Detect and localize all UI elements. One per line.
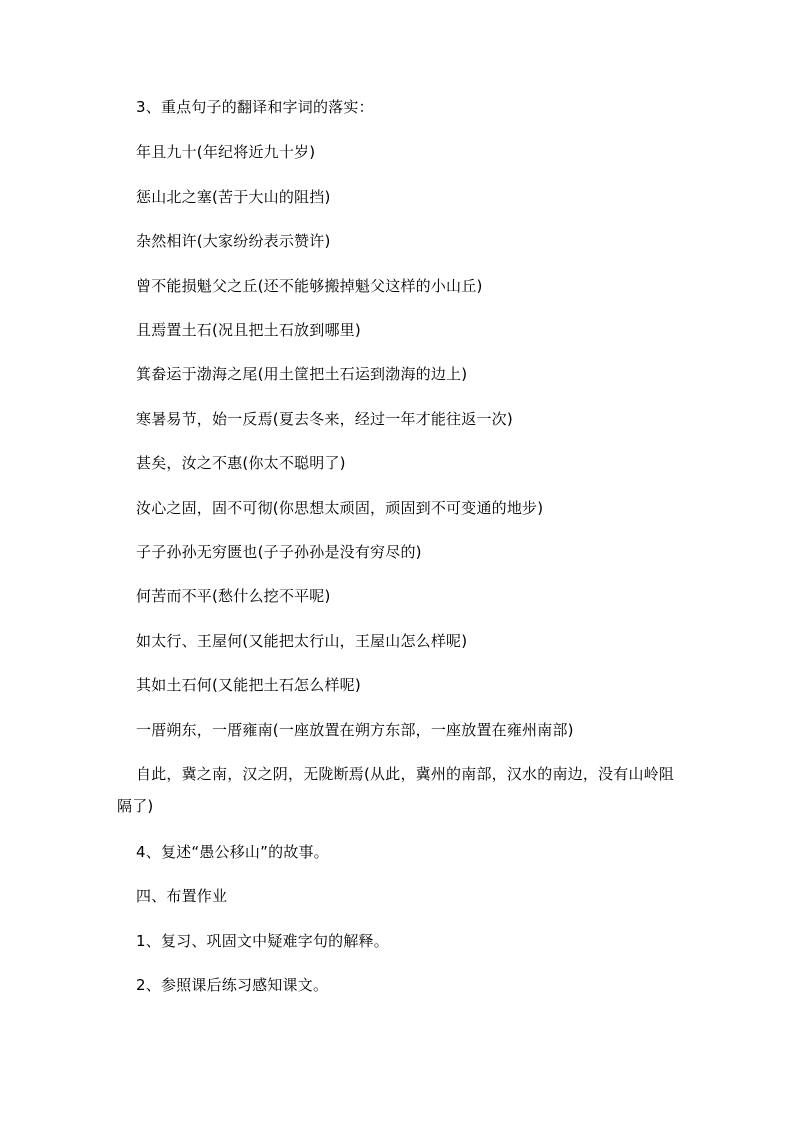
sentence-line: 且焉置土石(况且把土石放到哪里) bbox=[136, 321, 361, 339]
sentence-line: 年且九十(年纪将近九十岁) bbox=[136, 143, 316, 161]
sentence-line: 子子孙孙无穷匮也(子子孙孙是没有穷尽的) bbox=[136, 543, 422, 561]
section-heading-homework: 四、布置作业 bbox=[136, 887, 228, 905]
section-heading-3: 3、重点句子的翻译和字词的落实： bbox=[136, 98, 374, 116]
sentence-line: 惩山北之塞(苦于大山的阻挡) bbox=[136, 188, 331, 206]
sentence-line: 一厝朔东，一厝雍南(一座放置在朔方东部，一座放置在雍州南部) bbox=[136, 721, 574, 739]
sentence-line: 甚矣，汝之不惠(你太不聪明了) bbox=[136, 454, 346, 472]
homework-item: 1、复习、巩固文中疑难字句的解释。 bbox=[136, 932, 389, 950]
sentence-line: 杂然相许(大家纷纷表示赞许) bbox=[136, 232, 331, 250]
sentence-line: 何苦而不平(愁什么挖不平呢) bbox=[136, 587, 331, 605]
sentence-line: 汝心之固，固不可彻(你思想太顽固，顽固到不可变通的地步) bbox=[136, 499, 544, 517]
sentence-paragraph: 自此，冀之南，汉之阴，无陇断焉(从此，冀州的南部，汉水的南边，没有山岭阻隔了) bbox=[117, 765, 675, 815]
homework-item: 2、参照课后练习感知课文。 bbox=[136, 976, 329, 994]
sentence-line: 箕畚运于渤海之尾(用土筐把土石运到渤海的边上) bbox=[136, 365, 468, 383]
item-4: 4、复述“愚公移山”的故事。 bbox=[136, 843, 329, 861]
sentence-line: 其如土石何(又能把土石怎么样呢) bbox=[136, 676, 361, 694]
sentence-line: 如太行、王屋何(又能把太行山，王屋山怎么样呢) bbox=[136, 632, 468, 650]
sentence-line: 寒暑易节，始一反焉(夏去冬来，经过一年才能往返一次) bbox=[136, 410, 513, 428]
sentence-line: 曾不能损魁父之丘(还不能够搬掉魁父这样的小山丘) bbox=[136, 277, 483, 295]
